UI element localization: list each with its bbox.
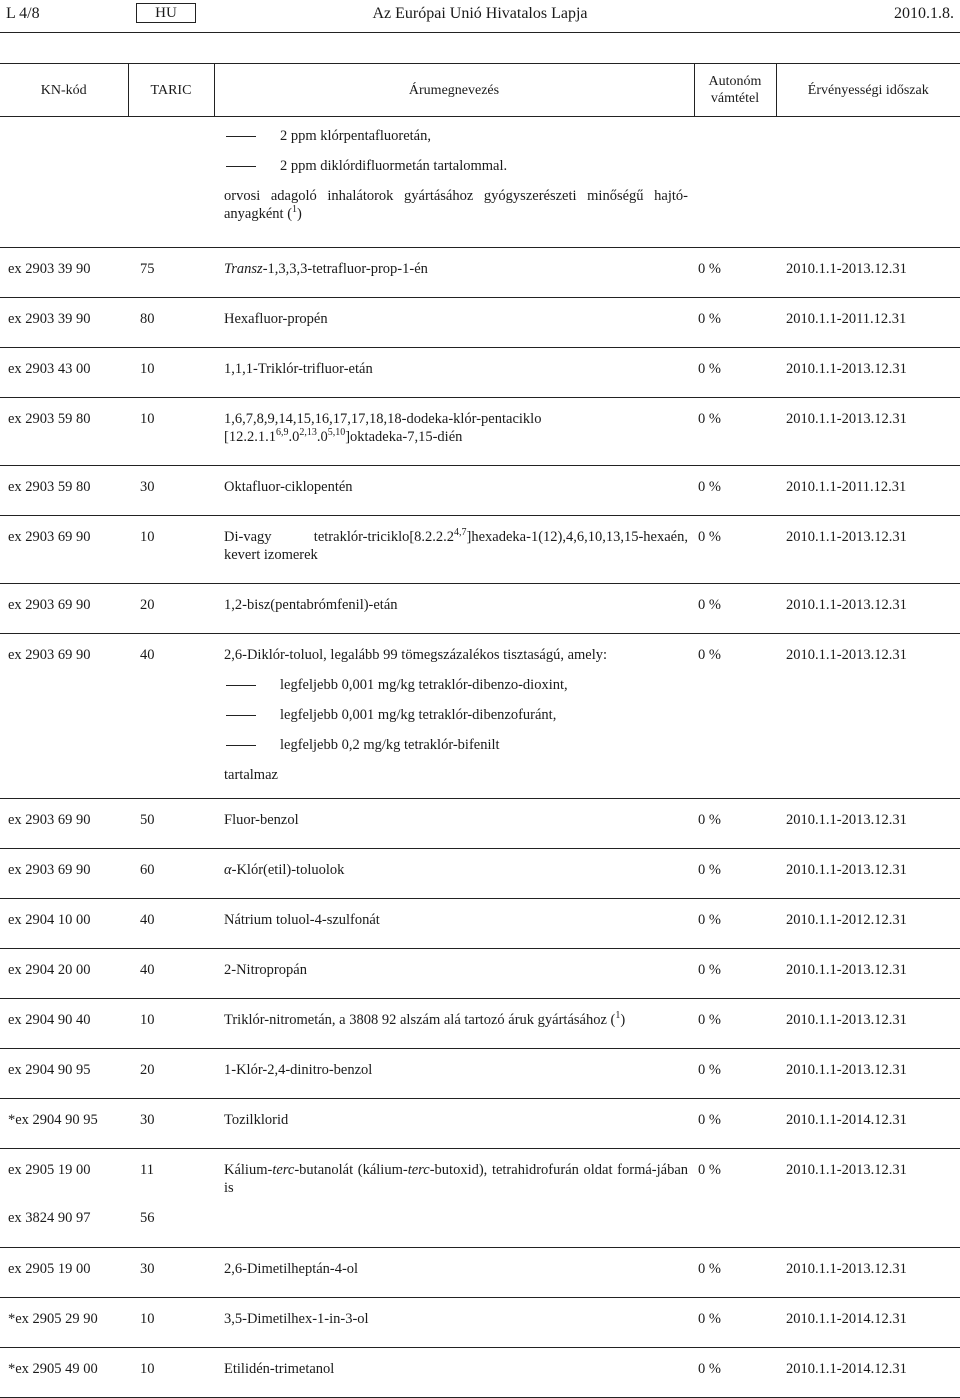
table-row: ex 2903 69 90 40 2,6-Diklór-toluol, legalább 99 tömegszázalékos tisztaságú, amely: legfeljebb 0,001 mg/kg tetraklór-dibenzo-dioxint, legfeljebb 0,001 mg/kg tetraklór-dibenzofuránt, legfeljebb 0,2 mg/kg tetraklór-bifenilt tartalmaz 0 % 2010.1.1-2013.12.31 — [0, 634, 960, 799]
page-header — [0, 0, 960, 30]
table-row: *ex 2904 90 95 30 Tozilklorid 0 % 2010.1.1-2014.12.31 — [0, 1099, 960, 1149]
table-row: ex 2904 90 95 20 1-Klór-2,4-dinitro-benzol 0 % 2010.1.1-2013.12.31 — [0, 1049, 960, 1099]
list-item: 2 ppm klórpentafluoretán, — [224, 127, 688, 145]
table-row: ex 2903 69 90 20 1,2-bisz(pentabrómfenil)-etán 0 % 2010.1.1-2013.12.31 — [0, 584, 960, 634]
table-row: ex 2903 59 80 30 Oktafluor-ciklopentén 0 % 2010.1.1-2011.12.31 — [0, 466, 960, 516]
table-row: ex 2904 90 40 10 Triklór-nitrometán, a 3808 92 alszám alá tartozó áruk gyártásához ($^1$) 0 % 2010.1.1-2013.12.31 — [0, 999, 960, 1049]
table-row: ex 2904 20 00 40 2-Nitropropán 0 % 2010.1.1-2013.12.31 — [0, 949, 960, 999]
language-badge: HU — [136, 3, 196, 23]
table-row: ex 2903 69 90 60 α-Klór(etil)-toluolok 0 % 2010.1.1-2013.12.31 — [0, 849, 960, 899]
table-row: ex 2903 69 90 10 Di-vagy tetraklór-triciklo[8.2.2.2$^{4,7}$]hexadeka-1(12),4,6,10,13,15-hexaén, kevert izomerek 0 % 2010.1.1-2013.12.31 — [0, 516, 960, 584]
list-item: legfeljebb 0,001 mg/kg tetraklór-dibenzo-dioxint, — [224, 676, 688, 694]
list-item: legfeljebb 0,001 mg/kg tetraklór-dibenzofuránt, — [224, 706, 688, 724]
col-header-period: Érvényességi időszak — [776, 64, 960, 117]
col-header-kn: KN-kód — [0, 64, 128, 117]
page-reference: L 4/8 — [6, 5, 40, 22]
table-row: ex 2903 69 90 50 Fluor-benzol 0 % 2010.1.1-2013.12.31 — [0, 799, 960, 849]
table-row: ex 2903 39 90 80 Hexafluor-propén 0 % 2010.1.1-2011.12.31 — [0, 298, 960, 348]
publication-date: 2010.1.8. — [894, 5, 954, 22]
table-row: ex 2904 10 00 40 Nátrium toluol-4-szulfonát 0 % 2010.1.1-2012.12.31 — [0, 899, 960, 949]
table-row: ex 2903 59 80 10 1,6,7,8,9,14,15,16,17,17,18,18-dodeka-klór-pentaciklo [12.2.1.1$^{6,9}$.0$^{2,13}$.0$^{5,10}$]oktadeka-7,15-dién 0 % 2010.1.1-2013.12.31 — [0, 398, 960, 466]
table-row: ex 2903 39 90 75 Transz-1,3,3,3-tetrafluor-prop-1-én 0 % 2010.1.1-2013.12.31 — [0, 248, 960, 298]
col-header-rate: Autonóm vámtétel — [694, 64, 776, 117]
footnote-ref: 1 — [292, 204, 298, 216]
table-row: ex 2903 43 00 10 1,1,1-Triklór-trifluor-etán 0 % 2010.1.1-2013.12.31 — [0, 348, 960, 398]
footnote-ref: 1 — [615, 1010, 621, 1022]
journal-title: Az Európai Unió Hivatalos Lapja — [372, 5, 588, 22]
table-row: ex 2905 19 00 30 2,6-Dimetilheptán-4-ol 0 % 2010.1.1-2013.12.31 — [0, 1248, 960, 1298]
tariff-table — [0, 63, 960, 1398]
table-row: *ex 2905 49 00 10 Etilidén-trimetanol 0 % 2010.1.1-2014.12.31 — [0, 1348, 960, 1398]
table-row-continuation — [0, 117, 960, 248]
table-row: *ex 2905 29 90 10 3,5-Dimetilhex-1-in-3-ol 0 % 2010.1.1-2014.12.31 — [0, 1298, 960, 1348]
col-header-taric: TARIC — [128, 64, 214, 117]
list-item: 2 ppm diklórdifluormetán tartalommal. — [224, 157, 688, 175]
header-rule — [0, 32, 960, 33]
description-text: orvosi adagoló inhalátorok gyártásához gyógyszerészeti minőségű hajtó-anyagként ($^1$) — [224, 188, 688, 222]
table-header-row — [0, 64, 960, 117]
table-row: ex 2905 19 00 ex 3824 90 97 11 56 Kálium-terc-butanolát (kálium-terc-butoxid), tetrahidrofurán oldat formá-jában is 0 % 2010.1.1-2013.12.31 — [0, 1149, 960, 1248]
col-header-desc: Árumegnevezés — [214, 64, 694, 117]
list-item: legfeljebb 0,2 mg/kg tetraklór-bifenilt — [224, 736, 688, 754]
